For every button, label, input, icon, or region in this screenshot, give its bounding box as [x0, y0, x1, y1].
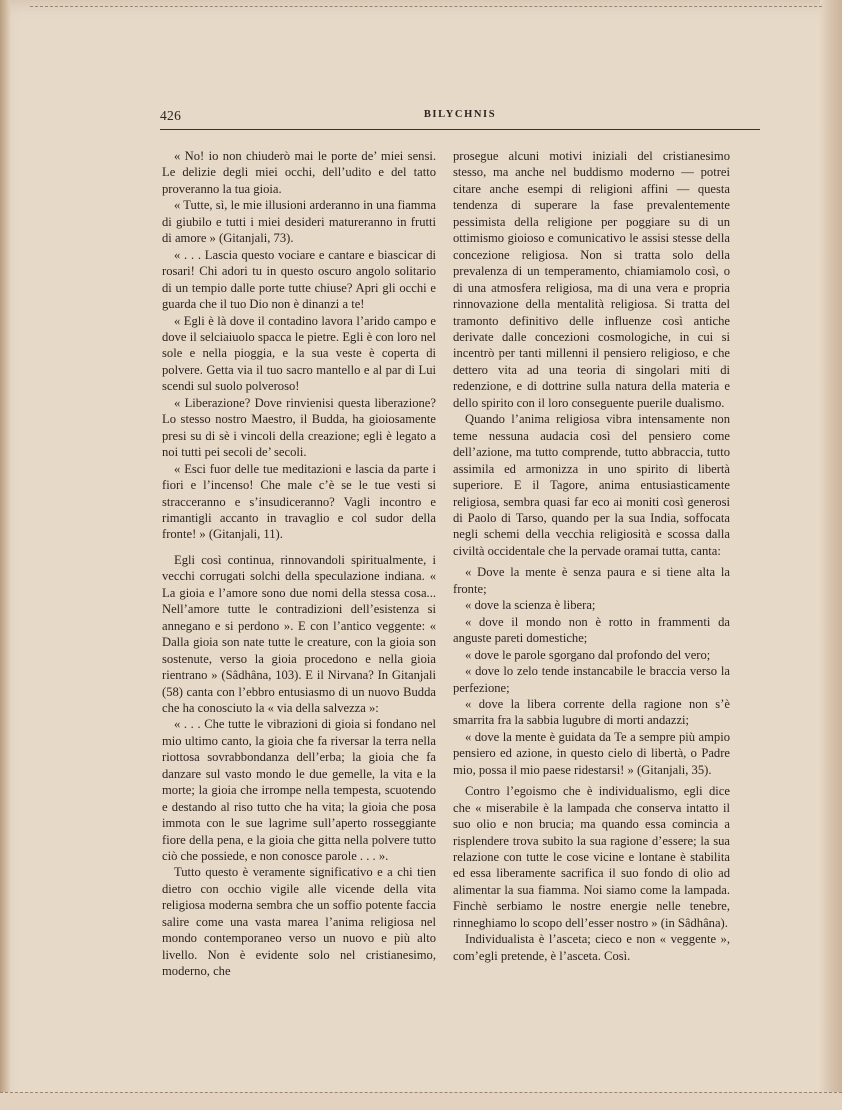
- paragraph: Quando l’anima religiosa vibra intensamente non teme nessuna audacia così del pensiero come dell’azione, ma tutto comprende, tutto abbraccia, tutto assimila ed armonizza in uno spirito di libertà superiore. E il Tagore, anima entusiasticamente religiosa, sembra quasi far eco ai moniti così generosi di Paolo di Tarso, quando per la sua India, soffocata negli schemi della vecchia religiosità e scossa dalla civiltà occidentale che la pervade oramai tutta, canta:: [453, 412, 730, 558]
- paragraph: Contro l’egoismo che è individualismo, egli dice che « miserabile è la lampada che conserva intatto il suo olio e non brucia; ma quando essa comincia a risplendere trova subito la sua ragione d’essere; la sua relazione con tutte le cose vicine e lontane è stabilita ed essa liberamente sacrifica il suo fondo di olio ad alimentar la sua fiamma. Noi siamo come la lampada. Finchè serbiamo le nostre energie nelle tenebre, rinneghiamo lo scopo dell’esser nostro » (in Sâdhâna).: [453, 784, 730, 930]
- verse-line: « dove lo zelo tende instancabile le braccia verso la perfezione;: [453, 664, 730, 695]
- verse-line: « dove le parole sgorgano dal profondo del vero;: [465, 647, 711, 662]
- verse-line: « dove la libera corrente della ragione non s’è smarrita fra la sabbia lugubre di morti andazzi;: [453, 696, 730, 728]
- paragraph: « . . . Lascia questo vociare e cantare e biascicar di rosari! Chi adori tu in questo oscuro angolo solitario di un tempio dalle porte tutte chiuse? Apri gli occhi e guarda che il tuo Dio non è dinanzi a te!: [162, 247, 436, 312]
- paragraph: « . . . Che tutte le vibrazioni di gioia si fondano nel mio ultimo canto, la gioia che fa riversar la terra nella riottosa sovrabbondanza dell’erba; la gioia che fa danzare sul vasto mondo le due gemelle, la vita e la morte; la gioia che irrompe nella tempesta, scuotendo e destando al riso tutto che ha vita; la gioia che posa immota con le sue lagrime sull’aperto rosseggiante fiore della pena, e la gioia che gitta nella polvere tutto ciò che possiede, e non conosce parole . . . ».: [162, 717, 436, 864]
- paragraph: Tutto questo è veramente significativo e a chi tien dietro con occhio vigile alle vicende della vita religiosa moderna sembra che un soffio potente faccia salire come una vasta marea l’anima religiosa nel mondo contemporaneo verso un nuovo e più alto livello. Non è evidente solo nel cristianesimo, moderno, che: [162, 865, 436, 979]
- page-bottom-edge: [0, 1092, 842, 1110]
- page-header: [160, 108, 760, 128]
- page-top-edge: [30, 6, 822, 10]
- paragraph: prosegue alcuni motivi iniziali del cristianesimo stesso, ma anche nel buddismo moderno — potrei citare anche esempi di religioni affini — questa tendenza di superare la fase prevalentemente pessimista della religione per poggiare su di un ottimismo gioioso e comunicativo le assisi stesse della concezione religiosa. Non si tratta solo della prevalenza di un temperamento, chiamiamolo così, o di una atmosfera religiosa, ma di una vera e propria rinnovazione della mentalità religiosa. Si tratta del tramonto definitivo delle influenze così antiche derivate dalle concezioni cosmologiche, in cui si incentrò per tanti millenni il pensiero religioso, e che dettero vita ad una teoria di singolari miti di redenzione, e di dottrine sulla natura della materia e dello spirito con il loro conseguente puerile dualismo.: [453, 149, 730, 410]
- verse-line: « dove la scienza è libera;: [465, 598, 596, 613]
- paragraph: « No! io non chiuderò mai le porte de’ miei sensi. Le delizie degli miei occhi, dell’udito e del tatto proveranno la tua gioia.: [162, 149, 436, 196]
- verse-line: « dove la mente è guidata da Te a sempre più ampio pensiero ed azione, in questo cielo di libertà, o Padre mio, possa il mio paese ridestarsi! » (Gitanjali, 35).: [453, 729, 730, 777]
- paragraph: « Liberazione? Dove rinvienisi questa liberazione? Lo stesso nostro Maestro, il Budda, ha gioiosamente presi su di sè i vincoli della creazione; egli è legato a noi tutti pei secoli de’ secoli.: [162, 395, 436, 460]
- page-number: 426: [160, 108, 182, 123]
- paragraph: « Tutte, sì, le mie illusioni arderanno in una fiamma di giubilo e tutti i miei desideri matureranno in frutti di amore » (Gitanjali, 73).: [162, 198, 436, 246]
- page-right-edge: [820, 0, 842, 1109]
- running-head: BILYCHNIS: [423, 109, 497, 120]
- paragraph: « Esci fuor delle tue meditazioni e lascia da parte i fiori e l’incenso! Che male c’è se le tue vesti si stracceranno e s’insudiceranno? Vagli incontro e rimantigli accanto in travaglio e col sudor della fronte! » (Gitanjali, 11).: [162, 461, 436, 542]
- paragraph: Individualista è l’asceta; cieco e non « veggente », com’egli pretende, è l’asceta. Così.: [453, 932, 730, 963]
- right-column: [453, 148, 730, 964]
- page-left-edge: [0, 0, 10, 1109]
- verse-line: « Dove la mente è senza paura e si tiene alta la fronte;: [453, 565, 730, 596]
- header-rule: [160, 129, 760, 130]
- verse-line: « dove il mondo non è rotto in frammenti da anguste pareti domestiche;: [453, 614, 730, 646]
- paragraph: « Egli è là dove il contadino lavora l’arido campo e dove il selciaiuolo spacca le pietre. Egli è con loro nel sole e nella pioggia, e la sua veste è coperta di polvere. Getta via il tuo sacro mantello e al par di Lui scendi sul suolo polveroso!: [162, 313, 436, 394]
- paragraph: Egli così continua, rinnovandoli spiritualmente, i vecchi corrugati solchi della speculazione indiana. « La gioia e l’amore sono due nomi della stessa cosa... Nell’amore tutte le contradizioni dell’esistenza si annegano e si perdono ». E con l’antico veggente: « Dalla gioia son nate tutte le creature, con la gioia son sostenute, verso la gioia procedono e nella gioia rientrano » (Sâdhâna, 103). E il Nirvana? In Gitanjali (58) canta con l’ebbro entusiasmo di un nuovo Budda che ha conosciuto la « via della salvezza »:: [162, 552, 436, 715]
- left-column: [162, 148, 436, 980]
